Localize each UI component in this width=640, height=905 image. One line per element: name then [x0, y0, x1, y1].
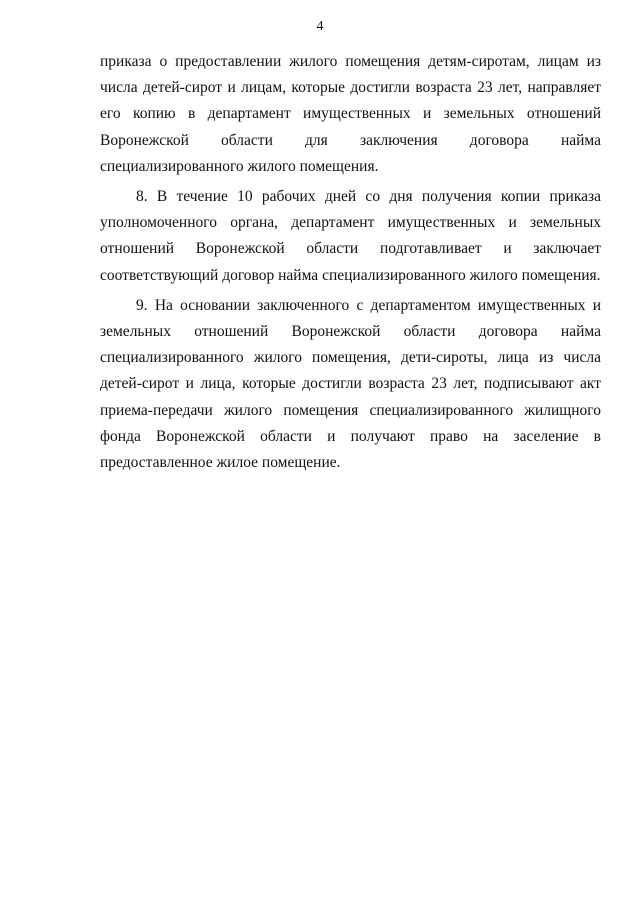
paragraph-continuation: приказа о предоставлении жилого помещения детям-сиротам, лицам из числа детей-сирот и лицам, которые достигли возраста 23 лет, направляет его копию в департамент имущественных и земельных отношений Воронежской области для заключения договора найма специализированного жилого помещения.	[100, 53, 601, 175]
paragraph-item-9: 9. На основании заключенного с департаментом имущественных и земельных отношений Воронежской области договора найма специализированного жилого помещения, дети-сироты, лица из числа детей-сирот и лица, которые достигли возраста 23 лет, подписывают акт приема-передачи жилого помещения специализированного жилищного фонда Воронежской области и получают право на заселение в предоставленное жилое помещение.	[100, 296, 601, 472]
paragraph-item-8: 8. В течение 10 рабочих дней со дня получения копии приказа уполномоченного органа, департамент имущественных и земельных отношений Воронежской области подготавливает и заключает соответствующий договор найма специализированного жилого помещения.	[100, 188, 601, 284]
document-body	[100, 49, 601, 476]
page-number: 4	[316, 19, 324, 34]
